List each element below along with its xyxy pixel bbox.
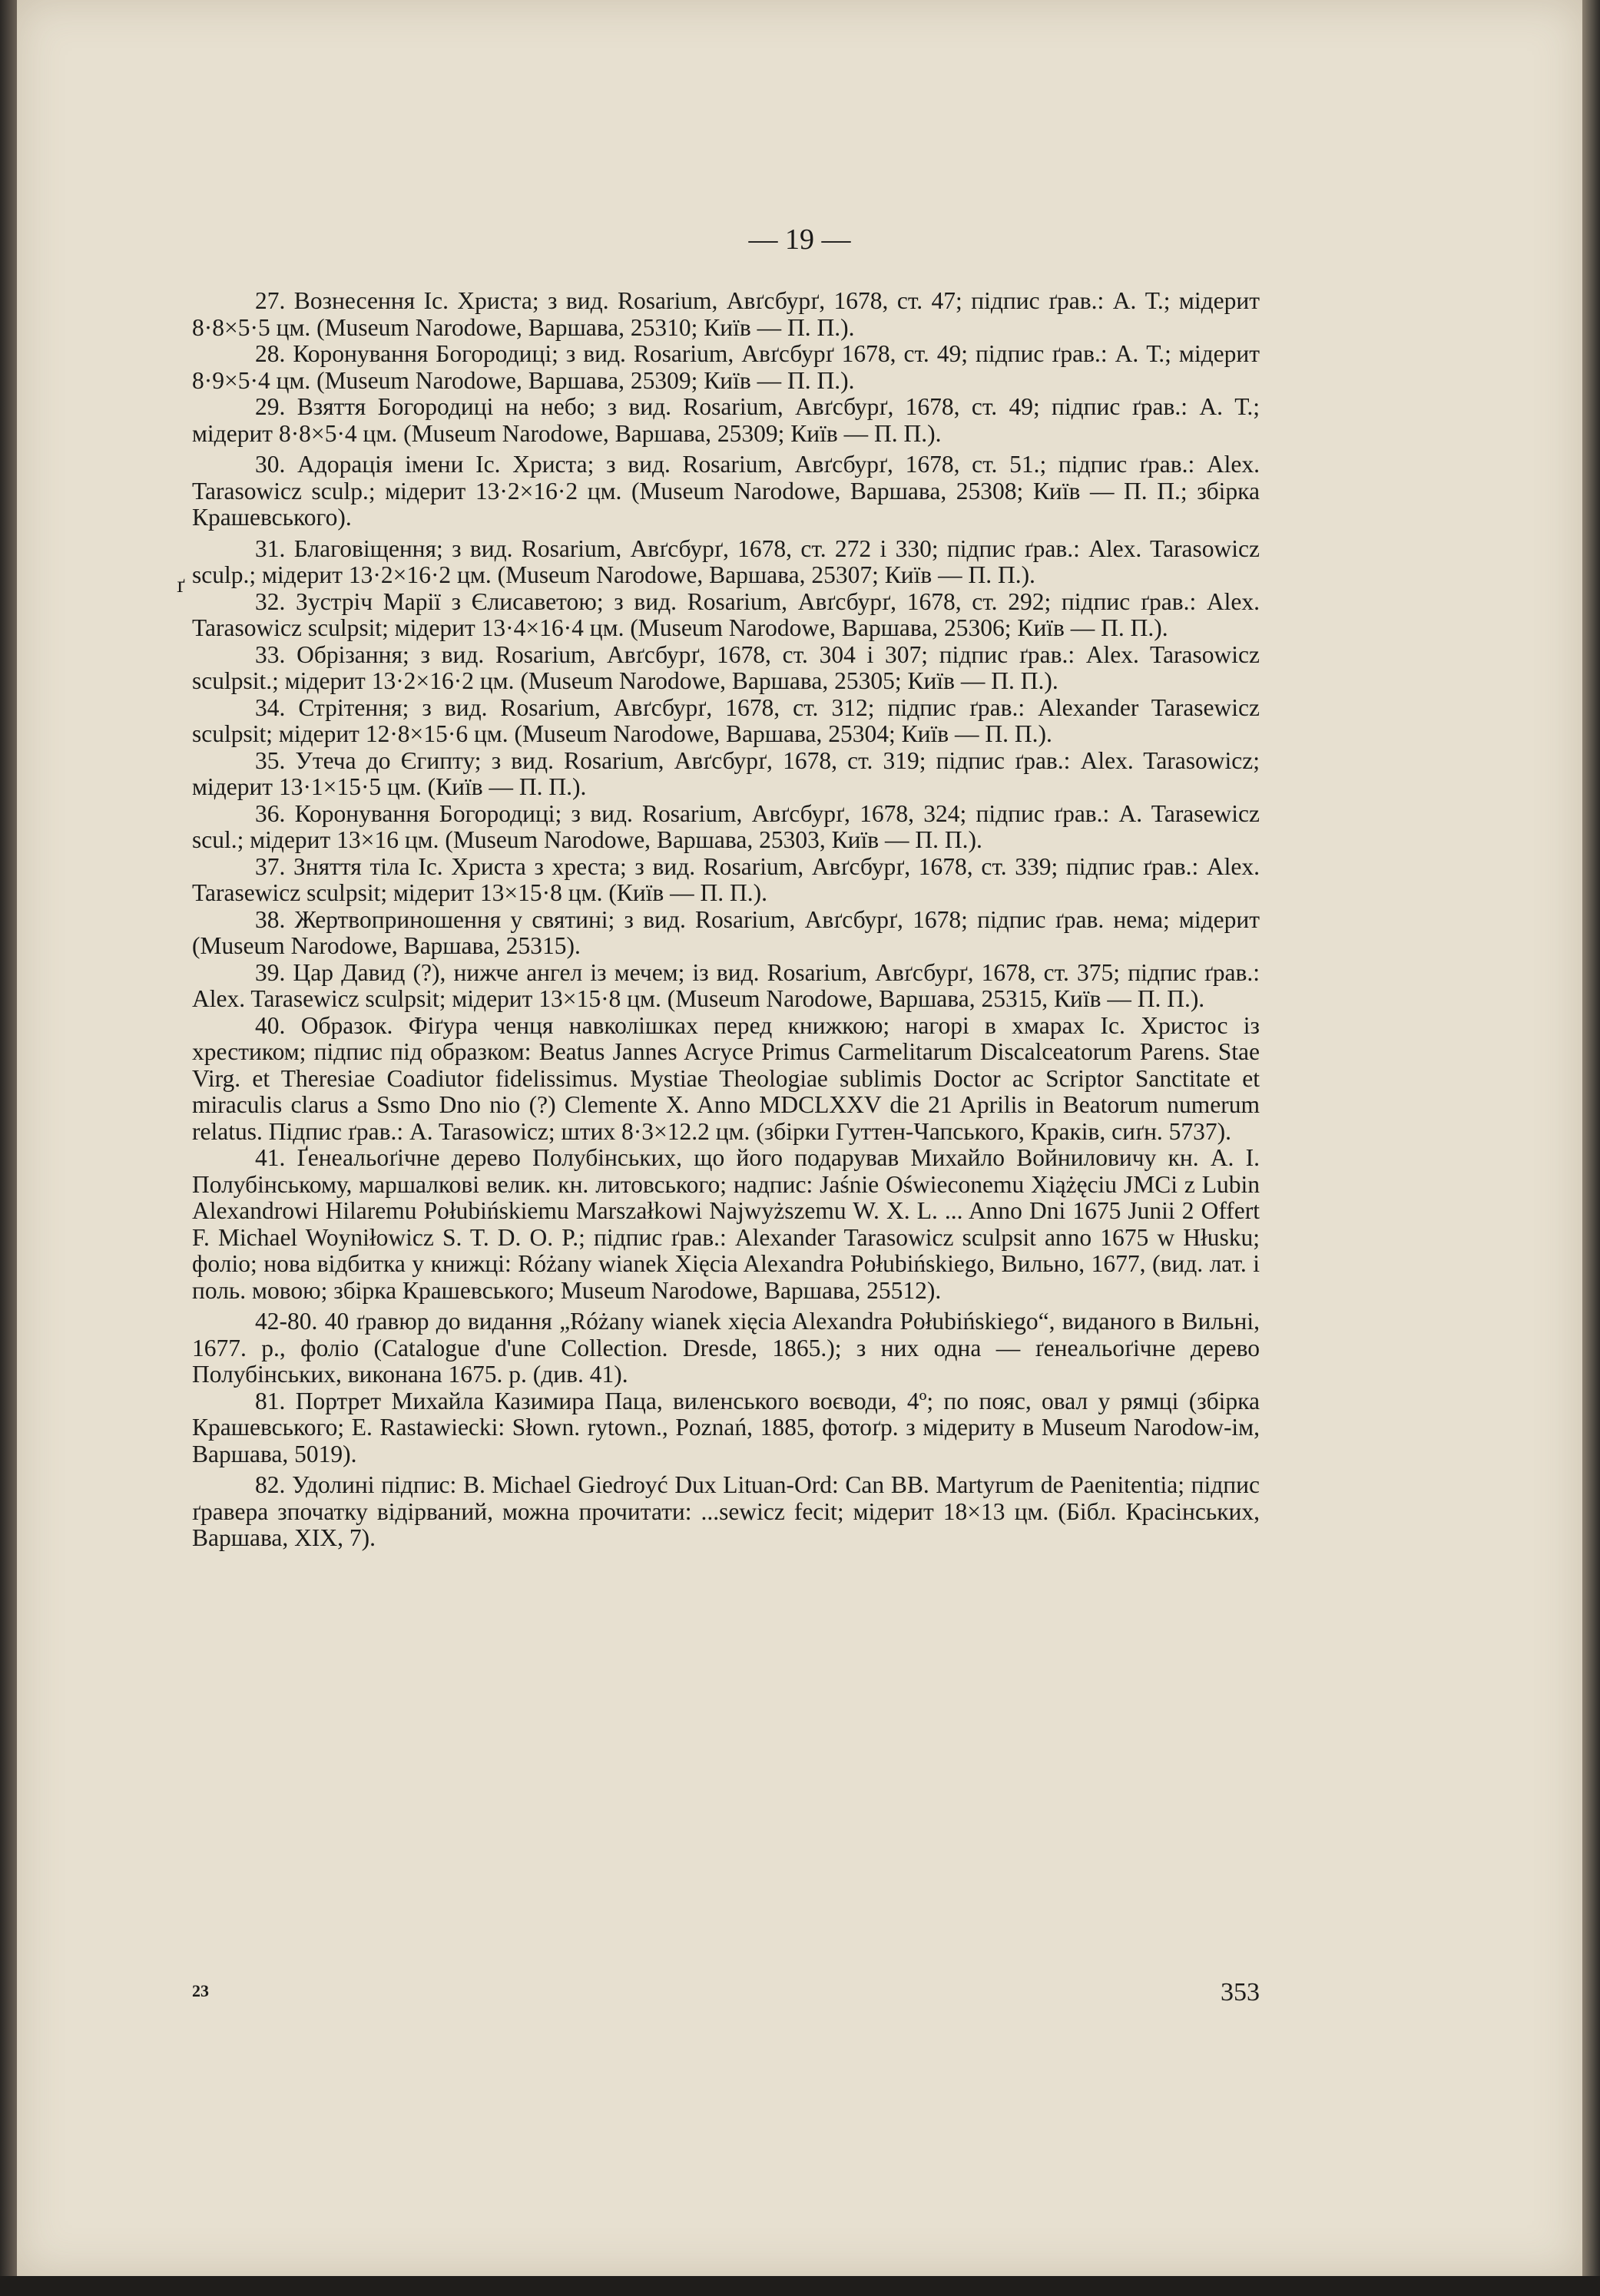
stray-mark: ґ (177, 572, 185, 597)
entry-30: 30. Адорація імени Іс. Христа; з вид. Rosarium, Авґсбурґ, 1678, ст. 51.; підпис ґрав.: Alex. Tarasowicz sculp.; мідерит 13·2×16·2 цм. (Museum Narodowe, Варшава, 25308; Київ — П. П.; збірка Крашевського). (192, 451, 1260, 531)
entry-37: 37. Зняття тіла Іс. Христа з хреста; з вид. Rosarium, Авґсбурґ, 1678, ст. 339; підпис ґрав.: Alex. Tarasewicz sculpsit; мідерит 13×15·8 цм. (Київ — П. П.). (192, 852, 1260, 906)
entry-28: 28. Коронування Богородиці; з вид. Rosarium, Авґсбурґ 1678, ст. 49; підпис ґрав.: А. Т.; мідерит 8·9×5·4 цм. (Museum Narodowe, Варшава, 25309; Київ — П. П.). (192, 340, 1260, 394)
entry-38: 38. Жертвоприношення у святині; з вид. Rosarium, Авґсбурґ, 1678; підпис ґрав. нема; мідерит (Museum Narodowe, Варшава, 25315). (192, 905, 1260, 959)
entry-40: 40. Образок. Фіґура ченця навколішках перед книжкою; нагорі в хмарах Іс. Христос із хрестиком; підпис під образком: Beatus Jannes Acryce Primus Carmelitarum Discalceatorum Parens. Stae Virg. et Theresiae Coadiutor fidelissimus. Mystiae Theologiae sublimis Doctor ac Scriptor Sanctitate et miraculis clarus a Ssmo Dno nio (?) Clemente X. Anno MDCLXXV die 21 Aprilis in Beatorum numerum relatus. Підпис ґрав.: A. Tarasowicz; штих 8·3×12.2 цм. (збірки Гуттен-Чапського, Краків, сиґн. 5737). (192, 1011, 1260, 1145)
page-edge (1582, 0, 1600, 2296)
entry-27: 27. Вознесення Іс. Христа; з вид. Rosarium, Авґсбурґ, 1678, ст. 47; підпис ґрав.: А. Т.; мідерит 8·8×5·5 цм. (Museum Narodowe, Варшава, 25310; Київ — П. П.). (192, 287, 1260, 341)
page-bottom-edge (0, 2276, 1600, 2296)
entry-42-80: 42-80. 40 ґравюр до видання „Różany wianek xięcia Alexandra Połubińskiego“, виданого в Вильні, 1677. р., фоліо (Catalogue d'une Collection. Dresde, 1865.); з них одна — ґенеальоґічне дерево Полубінських, виконана 1675. р. (див. 41). (192, 1308, 1260, 1388)
entry-29: 29. Взяття Богородиці на небо; з вид. Rosarium, Авґсбурґ, 1678, ст. 49; підпис ґрав.: А. Т.; мідерит 8·8×5·4 цм. (Museum Narodowe, Варшава, 25309; Київ — П. П.). (192, 393, 1260, 447)
entry-35: 35. Утеча до Єгипту; з вид. Rosarium, Авґсбурґ, 1678, ст. 319; підпис ґрав.: Alex. Tarasowicz; мідерит 13·1×15·5 цм. (Київ — П. П.). (192, 746, 1260, 800)
entry-36: 36. Коронування Богородиці; з вид. Rosarium, Авґсбурґ, 1678, 324; підпис ґрав.: A. Tarasewicz scul.; мідерит 13×16 цм. (Museum Narodowe, Варшава, 25303, Київ — П. П.). (192, 799, 1260, 853)
entry-82: 82. Удолині підпис: B. Michael Giedroyć Dux Lituan-Ord: Can BB. Martyrum de Paenitentia; підпис ґравера зпочатку відірваний, можна прочитати: ...sewicz fecit; мідерит 18×13 цм. (Бібл. Красінських, Варшава, XIX, 7). (192, 1471, 1260, 1551)
entry-41: 41. Ґенеальоґічне дерево Полубінських, що його подарував Михайло Войниловичу кн. А. І. Полубінському, маршалкові велик. кн. литовського; надпис: Jaśnie Oświeconemu Xiążęciu JMCi z Lubin Alexandrowi Hilaremu Połubińskiemu Marszałkowi Najwyższemu W. X. L. ... Anno Dni 1675 Junii 2 Offert F. Michael Woyniłowicz S. T. D. O. P.; підпис ґрав.: Alexander Tarasowicz sculpsit anno 1675 w Hłusku; фоліо; нова відбитка у книжці: Różany wianek Xięcia Alexandra Połubińskiego, Вильно, 1677, (вид. лат. і поль. мовою; збірка Крашевського; Museum Narodowe, Варшава, 25512). (192, 1144, 1260, 1304)
entry-33: 33. Обрізання; з вид. Rosarium, Авґсбурґ, 1678, ст. 304 і 307; підпис ґрав.: Alex. Tarasowicz sculpsit.; мідерит 13·2×16·2 цм. (Museum Narodowe, Варшава, 25305; Київ — П. П.). (192, 640, 1260, 694)
page-footer (192, 1978, 1260, 2012)
entry-32: 32. Зустріч Марії з Єлисаветою; з вид. Rosarium, Авґсбурґ, 1678, ст. 292; підпис ґрав.: Alex. Tarasowicz sculpsit; мідерит 13·4×16·4 цм. (Museum Narodowe, Варшава, 25306; Київ — П. П.). (192, 587, 1260, 641)
catalogue-entries (192, 288, 1260, 1552)
entry-34: 34. Стрітення; з вид. Rosarium, Авґсбурґ, 1678, ст. 312; підпис ґрав.: Alexander Tarasewicz sculpsit; мідерит 12·8×15·6 цм. (Museum Narodowe, Варшава, 25304; Київ — П. П.). (192, 693, 1260, 747)
folio-number: 353 (1221, 1978, 1260, 2007)
page-number: — 19 — (748, 223, 851, 256)
entry-39: 39. Цар Давид (?), нижче ангел із мечем; із вид. Rosarium, Авґсбурґ, 1678, ст. 375; підпис ґрав.: Alex. Tarasewicz sculpsit; мідерит 13×15·8 цм. (Museum Narodowe, Варшава, 25315, Київ — П. П.). (192, 958, 1260, 1012)
printer-signature: 23 (192, 1981, 209, 2000)
book-spine-shadow (0, 0, 17, 2296)
entry-31: 31. Благовіщення; з вид. Rosarium, Авґсбурґ, 1678, ст. 272 і 330; підпис ґрав.: Alex. Tarasowicz sculp.; мідерит 13·2×16·2 цм. (Museum Narodowe, Варшава, 25307; Київ — П. П.). (192, 534, 1260, 588)
entry-81: 81. Портрет Михайла Казимира Паца, виленського воєводи, 4º; по пояс, овал у рямці (збірка Крашевського; E. Rastawiecki: Słown. rytown., Poznań, 1885, фотоґр. з мідериту в Museum Narodow-ім, Варшава, 5019). (192, 1387, 1260, 1467)
